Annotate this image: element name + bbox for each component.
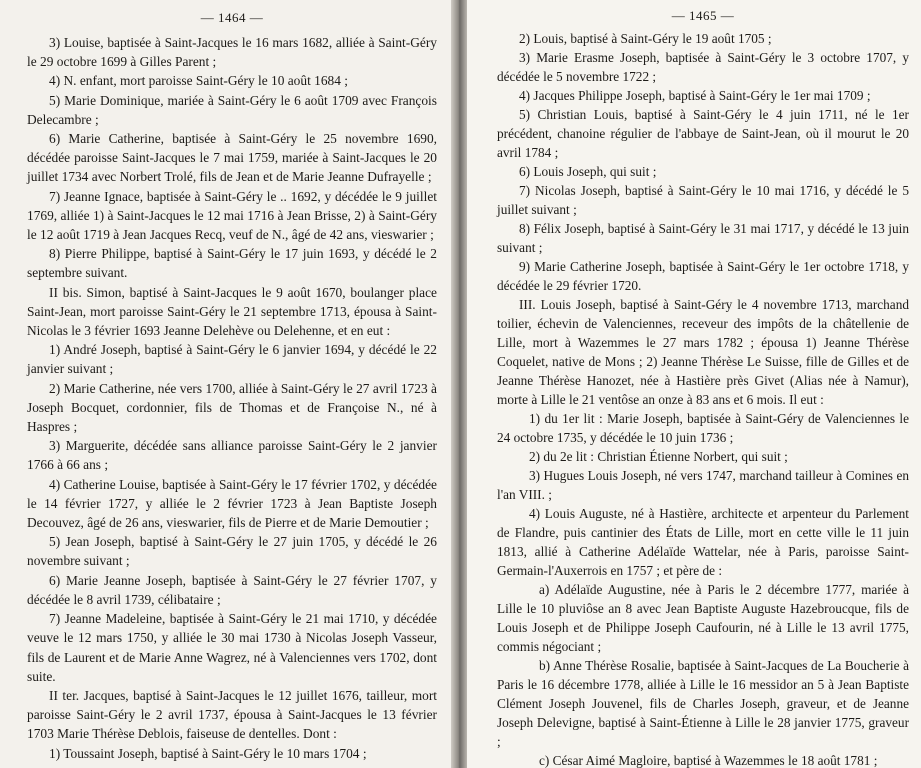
paragraph: 2) du 2e lit : Christian Étienne Norbert, qui suit ;: [529, 449, 788, 464]
paragraph: III. Louis Joseph, baptisé à Saint-Géry le 4 novembre 1713, marchand toilier, échevin de Valenciennes, receveur des impôts de la châtellenie de Lille, mort à Wazemmes le 27 mars 1782 ; épousa 1) Jeanne Thérèse Coquelet, native de Mons ; 2) Jeanne Thérèse Le Suisse, fille de Gilles et de Jeanne Thérèse Hanozet, née à Hastière près Givet (Alias née à Namur), morte à Lille le 21 ventôse an onze à 83 ans et 6 mois. Il eut :: [497, 297, 909, 407]
paragraph: 9) Marie Catherine Joseph, baptisée à Saint-Géry le 1er octobre 1718, y décédée le 29 février 1720.: [497, 259, 909, 293]
left-page: [0, 0, 451, 768]
paragraph: 1) Toussaint Joseph, baptisé à Saint-Géry le 10 mars 1704 ;: [49, 745, 367, 761]
paragraph: 3) Marguerite, décédée sans alliance paroisse Saint-Géry le 2 janvier 1766 à 66 ans ;: [27, 438, 437, 473]
paragraph: 4) Catherine Louise, baptisée à Saint-Géry le 17 février 1702, y décédée le 14 février 1727, y alliée le 2 février 1723 à Jean Baptiste Joseph Decouvez, âgé de 26 ans, vieswarier, fils de Pierre et de Marie Demoutier ;: [27, 476, 437, 531]
right-page: [467, 0, 921, 768]
paragraph: II ter. Jacques, baptisé à Saint-Jacques le 12 juillet 1676, tailleur, mort paroisse Saint-Géry le 2 avril 1737, épousa à Saint-Jacques le 13 février 1703 Marie Thérèse Deblois, faiseuse de dentelles. Dont :: [27, 687, 437, 742]
paragraph: 3) Marie Erasme Joseph, baptisée à Saint-Géry le 3 octobre 1707, y décédée le 5 novembre 1722 ;: [497, 50, 909, 84]
paragraph: 2) Marie Catherine, née vers 1700, alliée à Saint-Géry le 27 avril 1723 à Joseph Bocquet, cordonnier, fils de Thomas et de Françoise N., né à Haspres ;: [27, 380, 437, 435]
page-number: — 1465 —: [671, 8, 735, 23]
paragraph: 5) Christian Louis, baptisé à Saint-Géry le 4 juin 1711, né le 1er précédent, chanoine régulier de l'abbaye de Saint-Jean, où il mourut le 20 avril 1784 ;: [497, 107, 909, 160]
paragraph: 1) André Joseph, baptisé à Saint-Géry le 6 janvier 1694, y décédé le 22 janvier suivant ;: [27, 342, 437, 377]
paragraph: 3) Hugues Louis Joseph, né vers 1747, marchand tailleur à Comines en l'an VIII. ;: [497, 468, 909, 502]
paragraph: 6) Marie Jeanne Joseph, baptisée à Saint-Géry le 27 février 1707, y décédée le 8 avril 1739, célibataire ;: [27, 572, 437, 607]
paragraph: c) César Aimé Magloire, baptisé à Wazemmes le 18 août 1781 ;: [539, 753, 878, 768]
paragraph: 1) du 1er lit : Marie Joseph, baptisée à Saint-Géry de Valenciennes le 24 octobre 1735, y décédée le 10 juin 1736 ;: [497, 411, 909, 445]
paragraph: 7) Jeanne Madeleine, baptisée à Saint-Géry le 21 mai 1710, y décédée veuve le 12 mars 1750, y alliée le 30 mai 1730 à Nicolas Joseph Vasseur, fils de Laurent et de Marie Anne Wagrez, né à Valenciennes vers 1702, dont suite.: [27, 611, 437, 684]
paragraph: 4) Louis Auguste, né à Hastière, architecte et arpenteur du Parlement de Flandre, puis cantinier des États de Lille, mort en cette ville le 11 juin 1813, allié à Catherine Adélaïde Wattelar, née à Paris, paroisse Saint-Germain-l'Auxerrois en 1757 ; et père de :: [497, 506, 909, 578]
page-number: — 1464 —: [200, 10, 264, 25]
paragraph: 5) Jean Joseph, baptisé à Saint-Géry le 27 juin 1705, y décédé le 26 novembre suivant ;: [27, 534, 437, 569]
paragraph: 7) Jeanne Ignace, baptisée à Saint-Géry le .. 1692, y décédée le 9 juillet 1769, alliée 1) à Saint-Jacques le 12 mai 1716 à Jean Brisse, 2) à Saint-Géry le 12 août 1719 à Jean Jacques Recq, veuf de N., âgé de 42 ans, vieswarier ;: [27, 188, 437, 243]
paragraph: a) Adélaïde Augustine, née à Paris le 2 décembre 1777, mariée à Lille le 10 pluviôse an 8 avec Jean Baptiste Auguste Hazebroucque, fils de Louis Joseph et de Philippe Joseph Caufourin, né à Lille le 13 avril 1775, commis négociant ;: [497, 582, 909, 654]
paragraph: 4) Jacques Philippe Joseph, baptisé à Saint-Géry le 1er mai 1709 ;: [519, 88, 871, 103]
paragraph: 7) Nicolas Joseph, baptisé à Saint-Géry le 10 mai 1716, y décédé le 5 juillet suivant ;: [497, 183, 909, 217]
book-gutter: [451, 0, 467, 768]
paragraph: 3) Louise, baptisée à Saint-Jacques le 16 mars 1682, alliée à Saint-Géry le 29 octobre 1699 à Gilles Parent ;: [27, 35, 437, 70]
paragraph: 8) Pierre Philippe, baptisé à Saint-Géry le 17 juin 1693, y décédé le 2 septembre suivant.: [27, 246, 437, 281]
paragraph: 2) Louis, baptisé à Saint-Géry le 19 août 1705 ;: [519, 31, 772, 46]
paragraph: 8) Félix Joseph, baptisé à Saint-Géry le 31 mai 1717, y décédé le 13 juin suivant ;: [497, 221, 909, 255]
paragraph: b) Anne Thérèse Rosalie, baptisée à Saint-Jacques de La Boucherie à Paris le 16 décembre 1778, alliée à Lille le 16 messidor an 5 à Jean Baptiste Clément Joseph Jouvenel, fils de Charles Joseph, graveur, et de Jeanne Joseph Delevigne, baptisé à Saint-Étienne à Lille le 28 janvier 1775, graveur ;: [497, 658, 909, 749]
paragraph: 4) N. enfant, mort paroisse Saint-Géry le 10 août 1684 ;: [49, 73, 348, 89]
paragraph: 6) Marie Catherine, baptisée à Saint-Géry le 25 novembre 1690, décédée paroisse Saint-Jacques le 7 mai 1759, mariée à Saint-Jacques le 20 juillet 1734 avec Norbert Trolé, fils de Jean et de Marie Jeanne Dufrayelle ;: [27, 131, 437, 185]
paragraph: II bis. Simon, baptisé à Saint-Jacques le 9 août 1670, boulanger place Saint-Jean, mort paroisse Saint-Géry le 21 septembre 1713, épousa à Saint-Nicolas le 3 février 1693 Jeanne Delehève ou Delehenne, et en eut :: [27, 284, 437, 339]
paragraph: 6) Louis Joseph, qui suit ;: [519, 164, 657, 179]
paragraph: 5) Marie Dominique, mariée à Saint-Géry le 6 août 1709 avec François Delecambre ;: [27, 92, 437, 127]
